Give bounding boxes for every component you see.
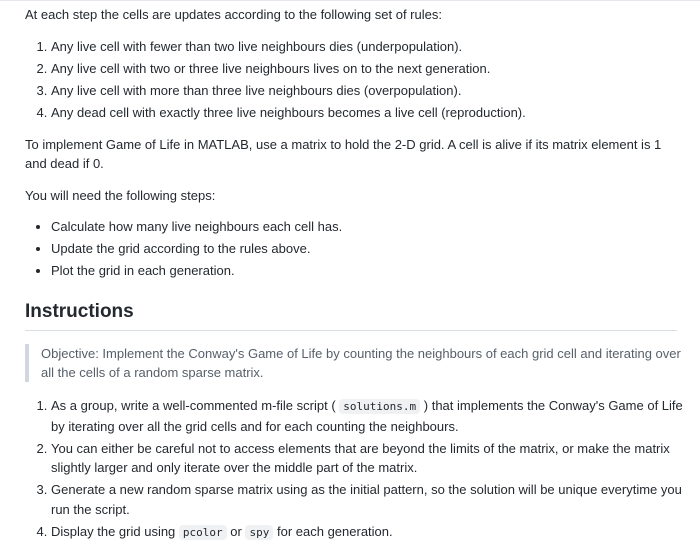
instructions-heading: Instructions bbox=[25, 301, 134, 322]
instruction-item bbox=[51, 480, 699, 519]
instruction-text: As a group, write a well-commented m-file script ( bbox=[51, 398, 336, 413]
steps-list bbox=[25, 216, 342, 282]
step-item: • Plot the grid in each generation. bbox=[51, 260, 342, 282]
rule-item: 4. Any dead cell with exactly three live neighbours becomes a live cell (reproduction). bbox=[51, 102, 526, 124]
instruction-text: Generate a new random sparse matrix using as the initial pattern, so the solution will be unique everytime you run the script. bbox=[51, 482, 682, 517]
step-item: • Update the grid according to the rules above. bbox=[51, 238, 342, 260]
instruction-text: for each generation. bbox=[276, 523, 393, 539]
inline-code: solutions.m bbox=[339, 399, 420, 414]
instruction-item bbox=[51, 439, 699, 478]
rules-intro: At each step the cells are updates according to the following set of rules: bbox=[25, 7, 442, 22]
instructions-list bbox=[25, 396, 699, 545]
objective-text: Objective: Implement the Conway's Game of Life by counting the neighbours of each grid cell and iterating over all the cells of a random sparse matrix. bbox=[41, 346, 681, 380]
instruction-text: or bbox=[230, 523, 242, 539]
inline-code: pcolor bbox=[179, 525, 227, 540]
top-divider bbox=[0, 0, 700, 1]
rule-item: 3. Any live cell with more than three live neighbours dies (overpopulation). bbox=[51, 80, 526, 102]
rules-list bbox=[25, 36, 526, 124]
instruction-item bbox=[51, 396, 699, 436]
steps-intro: You will need the following steps: bbox=[25, 188, 216, 203]
inline-code: spy bbox=[245, 525, 273, 540]
instruction-text: ) that implements the Conway's Game of Life by iterating over all the grid cells and for each counting the neighbours. bbox=[51, 398, 683, 434]
rule-item: 2. Any live cell with two or three live neighbours lives on to the next generation. bbox=[51, 58, 526, 80]
heading-divider bbox=[25, 330, 677, 331]
step-item: • Calculate how many live neighbours each cell has. bbox=[51, 216, 342, 238]
objective-blockquote bbox=[25, 344, 681, 382]
matlab-paragraph: To implement Game of Life in MATLAB, use a matrix to hold the 2-D grid. A cell is alive if its matrix element is 1 and dead if 0. bbox=[25, 137, 662, 171]
instruction-item bbox=[51, 522, 699, 543]
instruction-text: You can either be careful not to access elements that are beyond the limits of the matrix, or make the matrix slightly larger and only iterate over the middle part of the matrix. bbox=[51, 440, 670, 475]
instruction-text: Display the grid using bbox=[51, 523, 176, 539]
rule-item: 1. Any live cell with fewer than two live neighbours dies (underpopulation). bbox=[51, 36, 526, 58]
